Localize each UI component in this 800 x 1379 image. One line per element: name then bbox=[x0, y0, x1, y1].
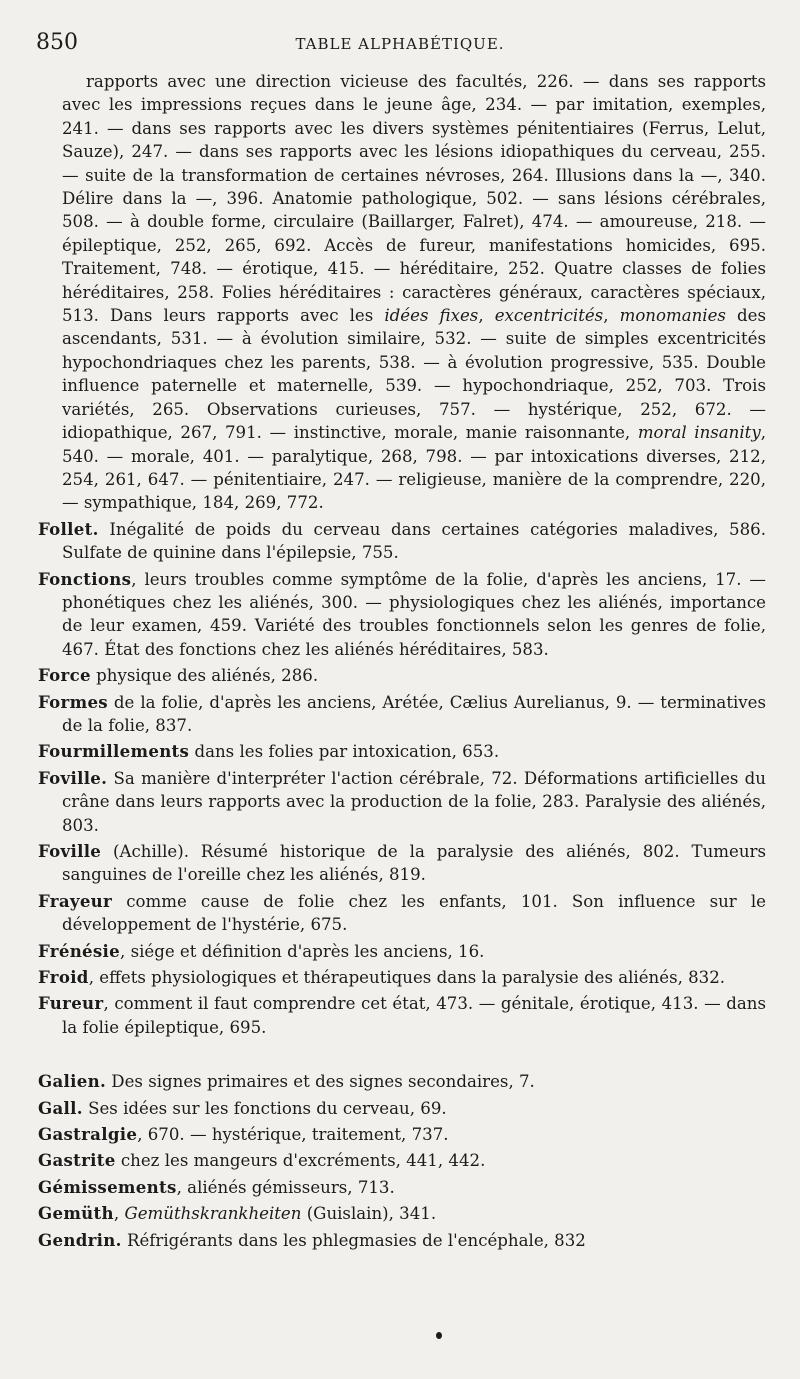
entry-text-italic: Gemüthskrankheiten bbox=[124, 1204, 302, 1224]
entry-text: , 670. — hystérique, traitement, 737. bbox=[137, 1125, 449, 1145]
index-entry bbox=[38, 940, 766, 963]
index-entry bbox=[38, 890, 766, 937]
index-entry bbox=[38, 840, 766, 887]
entry-headword: Fourmillements bbox=[38, 741, 190, 762]
index-entry bbox=[38, 1149, 766, 1172]
index-entry bbox=[38, 1176, 766, 1199]
entry-text: (Achille). Résumé historique de la paralysie des aliénés, 802. Tumeurs sanguines de l'oreille chez les aliénés, 819. bbox=[62, 842, 766, 885]
index-entry bbox=[38, 1202, 766, 1225]
entry-headword: Formes bbox=[38, 691, 108, 712]
entry-text: , effets physiologiques et thérapeutiques dans la paralysie des aliénés, 832. bbox=[88, 968, 726, 988]
entry-headword: Gall. bbox=[38, 1097, 83, 1118]
entry-headword: Fureur bbox=[38, 993, 104, 1014]
entry-text: Des signes primaires et des signes secondaires, 7. bbox=[106, 1072, 535, 1092]
index-entry-continuation bbox=[38, 70, 766, 515]
entry-text-italic: idées fixes bbox=[384, 306, 479, 326]
entry-text-italic: moral insanity bbox=[637, 423, 761, 443]
entry-text: Sa manière d'interpréter l'action cérébrale, 72. Déformations artificielles du crâne dans leurs rapports avec la production de la folie, 283. Paralysie des aliénés, 803. bbox=[62, 768, 766, 835]
entry-text: (Guislain), 341. bbox=[301, 1204, 437, 1224]
page-number: 850 bbox=[36, 30, 78, 55]
index-entry bbox=[38, 691, 766, 738]
index-entry bbox=[38, 1229, 766, 1252]
index-entry bbox=[38, 664, 766, 687]
entry-text: , leurs troubles comme symptôme de la folie, d'après les anciens, 17. — phonétiques chez les aliénés, 300. — physiologiques chez les aliénés, importance de leur examen, 459. Variété des troubles fonctionnels selon les genres de folie, 467. État des fonctions chez les aliénés héréditaires, 583. bbox=[62, 569, 766, 659]
entry-headword: Foville bbox=[38, 841, 102, 861]
index-entry bbox=[38, 1123, 766, 1146]
entry-text: , bbox=[603, 306, 620, 326]
index-entry bbox=[38, 767, 766, 837]
entry-headword: Force bbox=[38, 665, 91, 686]
entry-text: , bbox=[478, 306, 495, 326]
entry-text: , bbox=[113, 1204, 125, 1224]
entry-headword: Gemüth bbox=[38, 1203, 114, 1224]
entry-text: Réfrigérants dans les phlegmasies de l'encéphale, 832 bbox=[121, 1230, 586, 1250]
entry-text: Ses idées sur les fonctions du cerveau, 69. bbox=[82, 1098, 447, 1118]
entry-text: physique des aliénés, 286. bbox=[90, 666, 319, 686]
entry-text: rapports avec une direction vicieuse des facultés, 226. — dans ses rapports avec les impressions reçues dans le jeune âge, 234. — par imitation, exemples, 241. — dans ses rapports avec les divers systèmes pénitentiaires (Ferrus, Lelut, Sauze), 247. — dans ses rapports avec les lésions idiopathiques du cerveau, 255. — suite de la transformation de certaines névroses, 264. Illusions dans la —, 340. Délire dans la —, 396. Anatomie pathologique, 502. — sans lésions cérébrales, 508. — à double forme, circulaire (Baillarger, Falret), 474. — amoureuse, 218. — épileptique, 252, 265, 692. Accès de fureur, manifestations homicides, 695. Traitement, 748. — érotique, 415. — héréditaire, 252. Quatre classes de folies héréditaires, 258. Folies héréditaires : caractères généraux, caractères spéciaux, 513. Dans leurs rapports avec les bbox=[62, 72, 766, 326]
page-header bbox=[36, 30, 764, 60]
entry-headword: Gendrin. bbox=[38, 1229, 122, 1250]
entry-headword: Froid bbox=[38, 967, 89, 988]
entry-text-italic: excentricités bbox=[494, 306, 604, 326]
entry-text: Inégalité de poids du cerveau dans certaines catégories maladives, 586. Sulfate de quinine dans l'épilepsie, 755. bbox=[62, 519, 766, 563]
entry-text: des ascendants, 531. — à évolution similaire, 532. — suite de simples excentricités hypochondriaques chez les parents, 538. — à évolution progressive, 535. Double influence paternelle et maternelle, 539. — hypochondriaque, 252, 703. Trois variétés, 265. Observations curieuses, 757. — hystérique, 252, 672. — idiopathique, 267, 791. — instinctive, morale, manie raisonnante, bbox=[62, 306, 767, 443]
entry-headword: Foville. bbox=[38, 767, 108, 788]
entry-text: , aliénés gémisseurs, 713. bbox=[176, 1177, 395, 1197]
entry-text: , 540. — morale, 401. — paralytique, 268, 798. — par intoxications diverses, 212, 254, 261, 647. — pénitentiaire, 247. — religieuse, manière de la comprendre, 220, — sympathique, 184, 269, 772. bbox=[62, 423, 766, 513]
entry-headword: Galien. bbox=[38, 1071, 107, 1092]
entry-text-italic: monomanies bbox=[619, 306, 726, 326]
entry-headword: Frayeur bbox=[38, 890, 113, 911]
entry-headword: Follet. bbox=[38, 518, 99, 539]
entry-text: dans les folies par intoxication, 653. bbox=[189, 742, 500, 762]
entry-headword: Gastrite bbox=[38, 1150, 116, 1171]
index-entry bbox=[38, 568, 766, 662]
entry-text: , siége et définition d'après les anciens, 16. bbox=[120, 941, 485, 961]
entry-text: comme cause de folie chez les enfants, 101. Son influence sur le développement de l'hystérie, 675. bbox=[62, 891, 766, 935]
index-entry bbox=[38, 1070, 766, 1093]
entry-text: , comment il faut comprendre cet état, 473. — génitale, érotique, 413. — dans la folie épileptique, 695. bbox=[62, 994, 766, 1037]
index-entry bbox=[38, 966, 766, 989]
entry-text: de la folie, d'après les anciens, Arétée, Cælius Aurelianus, 9. — terminatives de la folie, 837. bbox=[62, 692, 766, 735]
entry-headword: Gastralgie bbox=[38, 1124, 138, 1145]
entry-text: chez les mangeurs d'excréments, 441, 442. bbox=[115, 1151, 486, 1171]
section-gap bbox=[38, 1042, 766, 1070]
entry-headword: Gémissements bbox=[38, 1176, 177, 1197]
index-entry bbox=[38, 740, 766, 763]
entry-headword: Frénésie bbox=[38, 940, 121, 961]
entry-headword: Fonctions bbox=[38, 568, 132, 589]
running-title: TABLE ALPHABÉTIQUE. bbox=[295, 35, 505, 53]
index-entry bbox=[38, 992, 766, 1039]
index-entry bbox=[38, 1097, 766, 1120]
index-body bbox=[38, 70, 766, 1255]
index-entry bbox=[38, 518, 766, 565]
ink-dot bbox=[436, 1332, 442, 1339]
